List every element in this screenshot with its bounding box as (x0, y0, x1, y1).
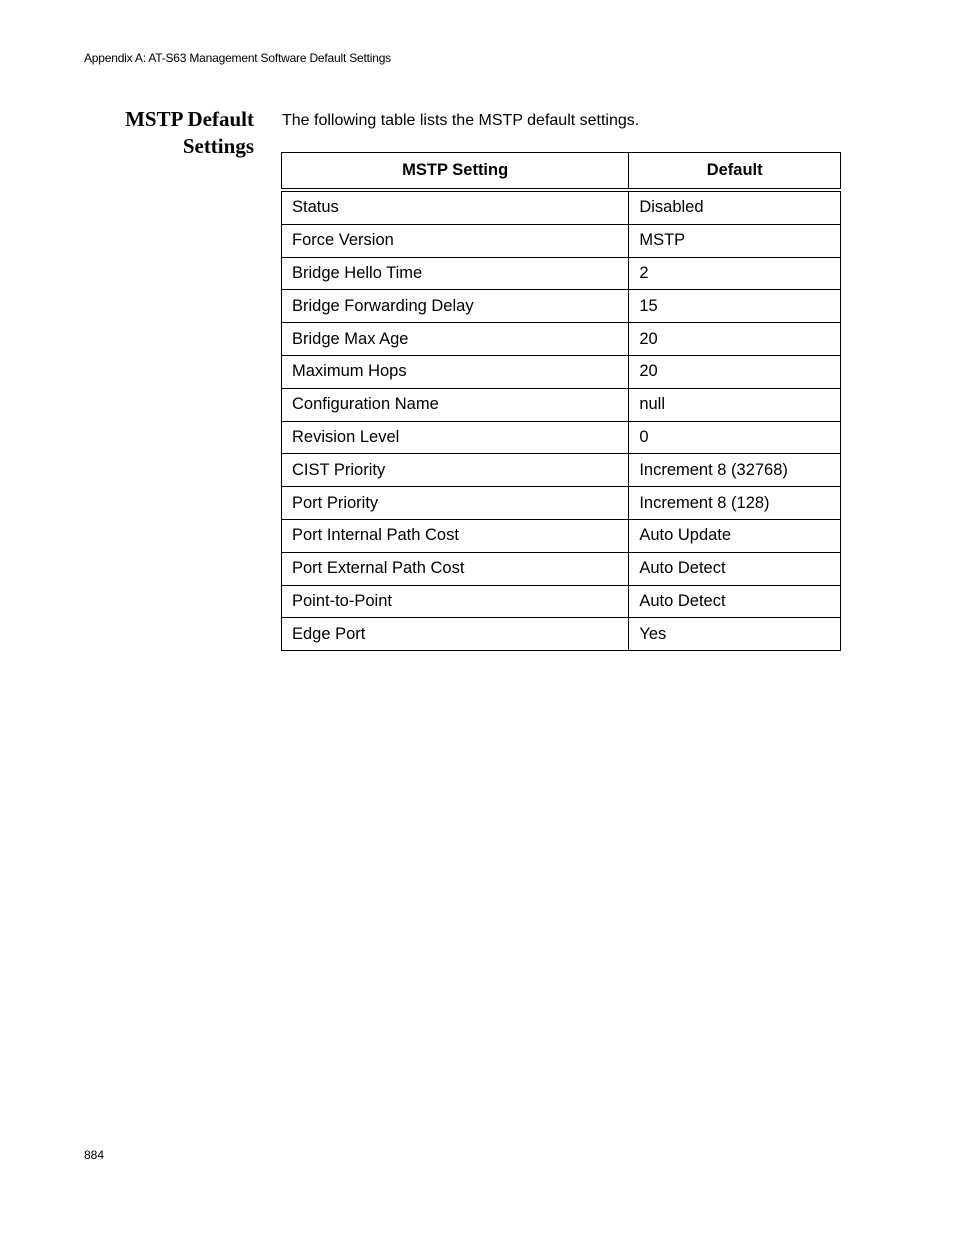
section-title-line-1: MSTP Default (125, 107, 254, 131)
setting-cell: Bridge Forwarding Delay (282, 290, 629, 323)
default-cell: Disabled (629, 190, 841, 224)
default-cell: Auto Detect (629, 552, 841, 585)
column-header-setting: MSTP Setting (282, 153, 629, 191)
table-row (282, 323, 841, 356)
column-header-default: Default (629, 153, 841, 191)
table-header-row (282, 153, 841, 191)
default-cell: 2 (629, 257, 841, 290)
running-header: Appendix A: AT-S63 Management Software Default Settings (84, 51, 391, 65)
default-cell: null (629, 388, 841, 421)
setting-cell: Status (282, 190, 629, 224)
setting-cell: Edge Port (282, 618, 629, 651)
table-row (282, 519, 841, 552)
table-row (282, 257, 841, 290)
section-title-line-2: Settings (182, 134, 254, 158)
intro-paragraph: The following table lists the MSTP default settings. (282, 112, 640, 129)
setting-cell: Port Internal Path Cost (282, 519, 629, 552)
table-row (282, 224, 841, 257)
table-row (282, 355, 841, 388)
default-cell: 20 (629, 355, 841, 388)
default-cell: 20 (629, 323, 841, 356)
table-row (282, 290, 841, 323)
table-row (282, 421, 841, 454)
setting-cell: Force Version (282, 224, 629, 257)
table-row (282, 190, 841, 224)
default-cell: Increment 8 (128) (629, 487, 841, 520)
mstp-settings-table (281, 152, 841, 651)
default-cell: Increment 8 (32768) (629, 454, 841, 487)
page-number: 884 (84, 1148, 105, 1162)
default-cell: Auto Detect (629, 585, 841, 618)
table-row (282, 454, 841, 487)
default-cell: 0 (629, 421, 841, 454)
setting-cell: Revision Level (282, 421, 629, 454)
default-cell: MSTP (629, 224, 841, 257)
table-row (282, 487, 841, 520)
default-cell: 15 (629, 290, 841, 323)
default-cell: Auto Update (629, 519, 841, 552)
table-row (282, 388, 841, 421)
section-title (60, 106, 254, 160)
setting-cell: Bridge Hello Time (282, 257, 629, 290)
setting-cell: Configuration Name (282, 388, 629, 421)
setting-cell: Point-to-Point (282, 585, 629, 618)
default-cell: Yes (629, 618, 841, 651)
setting-cell: Bridge Max Age (282, 323, 629, 356)
table-row (282, 618, 841, 651)
table-row (282, 552, 841, 585)
setting-cell: Port Priority (282, 487, 629, 520)
setting-cell: Maximum Hops (282, 355, 629, 388)
setting-cell: Port External Path Cost (282, 552, 629, 585)
table-row (282, 585, 841, 618)
setting-cell: CIST Priority (282, 454, 629, 487)
